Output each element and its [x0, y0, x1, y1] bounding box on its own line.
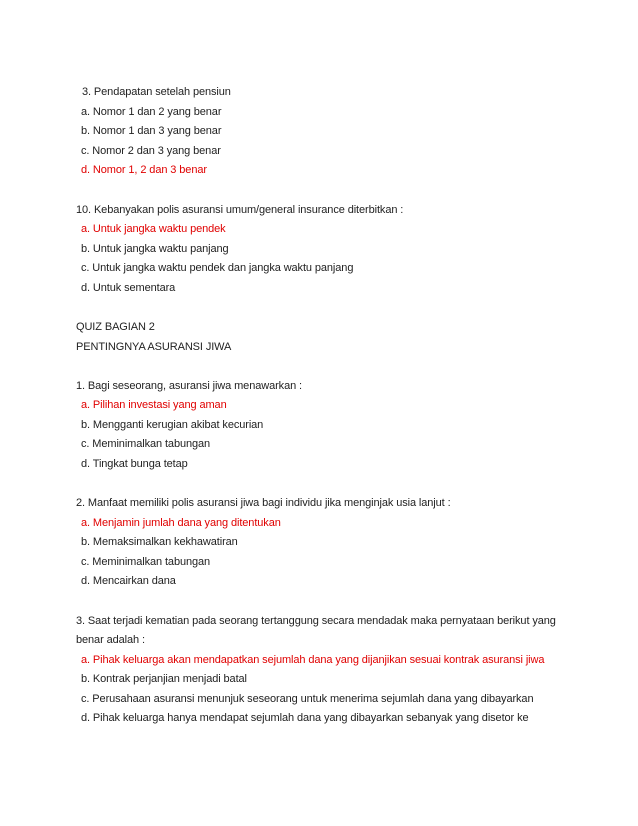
s2q1-option-c: c. Meminimalkan tabungan [81, 438, 211, 450]
q9-option-a: a. Nomor 1 dan 2 yang benar [81, 106, 222, 118]
q9-option-b: b. Nomor 1 dan 3 yang benar [81, 125, 222, 137]
q10-option-b: b. Untuk jangka waktu panjang [81, 243, 229, 255]
s2q3-option-c: c. Perusahaan asuransi menunjuk seseorang untuk menerima sejumlah dana yang dibayarkan [81, 693, 534, 705]
s2q3-question-line-1: 3. Saat terjadi kematian pada seorang tertanggung secara mendadak maka pernyataan berikut yang [76, 615, 556, 627]
s2q3-option-b: b. Kontrak perjanjian menjadi batal [81, 673, 247, 685]
section-title: QUIZ BAGIAN 2 [76, 321, 155, 333]
q10-option-d: d. Untuk sementara [81, 282, 176, 294]
s2q1-option-b: b. Mengganti kerugian akibat kecurian [81, 419, 264, 431]
s2q2-question: 2. Manfaat memiliki polis asuransi jiwa bagi individu jika menginjak usia lanjut : [76, 497, 451, 509]
s2q2-option-b: b. Memaksimalkan kekhawatiran [81, 536, 238, 548]
s2q3-option-d: d. Pihak keluarga hanya mendapat sejumlah dana yang dibayarkan sebanyak yang disetor ke [81, 712, 529, 724]
q10-option-a-answer: a. Untuk jangka waktu pendek [81, 223, 226, 235]
q9-option-d-answer: d. Nomor 1, 2 dan 3 benar [81, 164, 207, 176]
s2q2-option-c: c. Meminimalkan tabungan [81, 556, 211, 568]
s2q3-question-line-2: benar adalah : [76, 634, 145, 646]
s2q1-option-d: d. Tingkat bunga tetap [81, 458, 188, 470]
s2q1-option-a-answer: a. Pilihan investasi yang aman [81, 399, 227, 411]
s2q1-question: 1. Bagi seseorang, asuransi jiwa menawarkan : [76, 380, 303, 392]
s2q2-option-d: d. Mencairkan dana [81, 575, 176, 587]
s2q2-option-a-answer: a. Menjamin jumlah dana yang ditentukan [81, 517, 281, 529]
s2q3-option-a-answer: a. Pihak keluarga akan mendapatkan sejumlah dana yang dijanjikan sesuai kontrak asuransi jiwa [81, 654, 545, 666]
section-subtitle: PENTINGNYA ASURANSI JIWA [76, 341, 232, 353]
q9-option-c: c. Nomor 2 dan 3 yang benar [81, 145, 221, 157]
q10-question: 10. Kebanyakan polis asuransi umum/general insurance diterbitkan : [76, 204, 404, 216]
q10-option-c: c. Untuk jangka waktu pendek dan jangka waktu panjang [81, 262, 354, 274]
q9-item-3: 3. Pendapatan setelah pensiun [82, 86, 231, 98]
